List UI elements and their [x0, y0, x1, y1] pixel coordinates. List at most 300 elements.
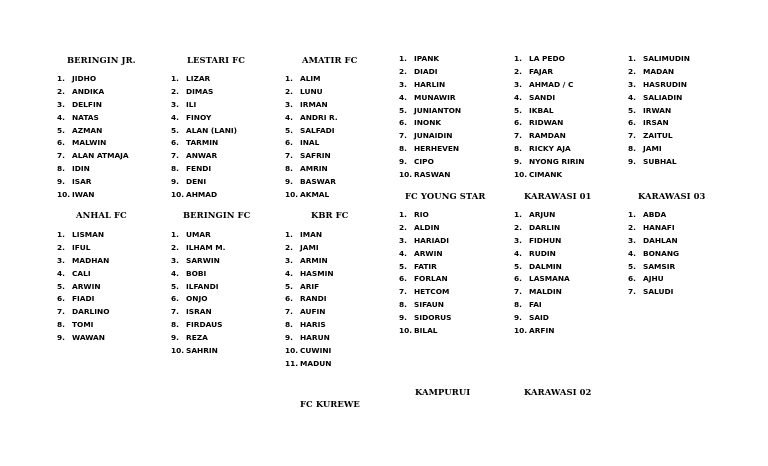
player-name: LUNU — [300, 86, 323, 96]
player-item — [399, 312, 452, 325]
player-name: FAJAR — [529, 66, 554, 76]
player-number: 4. — [399, 248, 407, 258]
player-number: 2. — [399, 222, 407, 232]
player-item — [514, 325, 570, 338]
player-name: IFUL — [72, 242, 91, 252]
player-name: SIDORUS — [414, 313, 452, 323]
player-number: 3. — [514, 235, 522, 245]
player-number: 5. — [285, 281, 293, 291]
player-name: TOMI — [72, 320, 94, 330]
player-item — [628, 286, 679, 299]
player-item — [285, 163, 338, 176]
player-list — [285, 229, 334, 371]
player-item — [399, 235, 452, 248]
player-item — [57, 332, 109, 345]
player-number: 4. — [628, 92, 636, 102]
player-item — [285, 332, 334, 345]
player-number: 5. — [399, 105, 407, 115]
player-name: FIADI — [72, 294, 95, 304]
player-name: MADAN — [643, 66, 675, 76]
player-number: 2. — [57, 242, 65, 252]
player-name: LIZAR — [186, 74, 211, 83]
player-list — [399, 209, 452, 338]
player-name: ANDRI R. — [300, 112, 338, 122]
player-name: UMAR — [186, 230, 211, 239]
player-name: DALMIN — [529, 261, 562, 271]
player-number: 7. — [514, 131, 522, 141]
player-number: 5. — [514, 105, 522, 115]
player-number: 9. — [399, 157, 407, 167]
player-name: BASWAR — [300, 177, 336, 187]
player-number: 8. — [57, 164, 65, 174]
player-name: ONJO — [186, 294, 208, 304]
player-item — [57, 281, 109, 294]
player-name: SAHRIN — [186, 346, 218, 356]
player-name: ALAN ATMAJA — [72, 151, 129, 161]
player-number: 8. — [57, 320, 65, 330]
player-item — [628, 248, 679, 261]
player-item — [171, 229, 225, 242]
player-number: 6. — [399, 274, 407, 284]
player-item — [171, 332, 225, 345]
player-number: 2. — [171, 86, 179, 96]
player-number: 4. — [57, 112, 65, 122]
player-item — [171, 189, 237, 202]
player-number: 4. — [285, 112, 293, 122]
player-number: 3. — [171, 255, 179, 265]
player-number: 4. — [57, 268, 65, 278]
player-name: SALIMUDIN — [643, 54, 690, 63]
player-number: 2. — [285, 86, 293, 96]
player-name: SALUDI — [643, 287, 674, 297]
player-number: 10. — [514, 326, 528, 336]
team-title: KARAWASI 01 — [524, 191, 592, 201]
player-item — [514, 156, 584, 169]
player-item — [399, 92, 461, 105]
player-name: RAMDAN — [529, 131, 566, 141]
team-title: LESTARI FC — [187, 55, 245, 65]
player-item — [171, 319, 225, 332]
player-name: ILFANDI — [186, 281, 219, 291]
player-number: 5. — [171, 281, 179, 291]
player-item — [399, 299, 452, 312]
player-name: IMAN — [300, 230, 323, 239]
team-title: KARAWASI 03 — [638, 191, 706, 201]
player-item — [399, 273, 452, 286]
player-number: 5. — [57, 281, 65, 291]
player-number: 7. — [514, 287, 522, 297]
player-number: 7. — [57, 307, 65, 317]
team-title: KARAWASI 02 — [524, 387, 592, 397]
player-list — [514, 209, 570, 338]
player-name: ARJUN — [529, 210, 556, 219]
player-name: DIMAS — [186, 86, 214, 96]
player-item — [57, 242, 109, 255]
player-item — [399, 209, 452, 222]
player-item — [171, 176, 237, 189]
player-item — [514, 79, 584, 92]
player-number: 6. — [628, 118, 636, 128]
team-title: AMATIR FC — [302, 55, 358, 65]
player-number: 6. — [399, 118, 407, 128]
player-number: 7. — [285, 307, 293, 317]
player-item — [171, 86, 237, 99]
player-number: 10. — [171, 190, 185, 200]
player-item — [628, 66, 690, 79]
team-title: FC KUREWE — [300, 399, 360, 409]
player-number: 3. — [628, 79, 636, 89]
player-name: MALWIN — [72, 138, 107, 148]
player-number: 4. — [399, 92, 407, 102]
player-list — [514, 53, 584, 182]
player-number: 10. — [171, 346, 185, 356]
player-item — [399, 105, 461, 118]
player-number: 5. — [171, 125, 179, 135]
player-name: SANDI — [529, 92, 556, 102]
player-item — [171, 150, 237, 163]
player-name: HARUN — [300, 333, 330, 343]
player-number: 11. — [285, 358, 299, 368]
player-name: REZA — [186, 333, 208, 343]
player-number: 7. — [628, 287, 636, 297]
player-name: SARWIN — [186, 255, 220, 265]
player-item — [285, 112, 338, 125]
player-name: HETCOM — [414, 287, 450, 297]
player-number: 6. — [57, 138, 65, 148]
player-name: RUDIN — [529, 248, 556, 258]
player-item — [285, 176, 338, 189]
player-item — [57, 112, 129, 125]
player-name: CIPO — [414, 157, 434, 167]
player-item — [628, 130, 690, 143]
player-name: SIFAUN — [414, 300, 444, 310]
player-item — [514, 130, 584, 143]
player-number: 1. — [57, 230, 65, 239]
player-item — [285, 319, 334, 332]
player-item — [514, 299, 570, 312]
player-list — [628, 209, 679, 299]
player-item — [171, 306, 225, 319]
player-name: FENDI — [186, 164, 212, 174]
player-item — [57, 137, 129, 150]
player-name: RIO — [414, 210, 429, 219]
team-title: ANHAL FC — [76, 210, 127, 220]
player-list — [399, 53, 461, 182]
player-number: 10. — [285, 346, 299, 356]
player-item — [57, 163, 129, 176]
player-number: 6. — [628, 274, 636, 284]
player-number: 1. — [285, 74, 293, 83]
player-name: FIDHUN — [529, 235, 562, 245]
player-name: SAID — [529, 313, 549, 323]
player-item — [399, 325, 452, 338]
player-name: AUFIN — [300, 307, 326, 317]
player-name: DAHLAN — [643, 235, 678, 245]
player-name: IRWAN — [643, 105, 672, 115]
player-item — [399, 53, 461, 66]
player-name: FIRDAUS — [186, 320, 223, 330]
player-name: INAL — [300, 138, 320, 148]
player-name: WAWAN — [72, 333, 105, 343]
player-item — [171, 99, 237, 112]
player-item — [171, 112, 237, 125]
player-number: 10. — [399, 326, 413, 336]
player-item — [628, 117, 690, 130]
player-item — [57, 306, 109, 319]
player-number: 4. — [628, 248, 636, 258]
player-name: AZMAN — [72, 125, 103, 135]
player-name: RIDWAN — [529, 118, 564, 128]
player-name: DIADI — [414, 66, 438, 76]
player-number: 4. — [285, 268, 293, 278]
player-name: FAI — [529, 300, 542, 310]
player-item — [628, 92, 690, 105]
player-item — [57, 189, 129, 202]
player-number: 2. — [514, 222, 522, 232]
player-name: IPANK — [414, 54, 440, 63]
player-item — [285, 125, 338, 138]
player-name: CIMANK — [529, 170, 563, 180]
player-item — [285, 293, 334, 306]
player-item — [57, 293, 109, 306]
player-number: 9. — [285, 333, 293, 343]
player-name: AHMAD / C — [529, 79, 574, 89]
player-item — [399, 117, 461, 130]
player-name: HARLIN — [414, 79, 446, 89]
player-item — [285, 189, 338, 202]
player-number: 9. — [171, 333, 179, 343]
player-item — [285, 255, 334, 268]
player-name: DELFIN — [72, 99, 102, 109]
player-item — [514, 53, 584, 66]
team-title: KBR FC — [311, 210, 349, 220]
player-name: DARLIN — [529, 222, 561, 232]
player-number: 6. — [514, 274, 522, 284]
player-number: 8. — [171, 320, 179, 330]
player-name: DARLINO — [72, 307, 110, 317]
player-number: 8. — [285, 320, 293, 330]
player-name: BILAL — [414, 326, 438, 336]
player-name: HANAFI — [643, 222, 675, 232]
player-number: 9. — [57, 333, 65, 343]
player-number: 9. — [514, 157, 522, 167]
team-title: FC YOUNG STAR — [405, 191, 486, 201]
player-name: BOBI — [186, 268, 207, 278]
player-number: 5. — [57, 125, 65, 135]
player-name: SAFRIN — [300, 151, 331, 161]
player-name: ILI — [186, 99, 197, 109]
player-name: ANDIKA — [72, 86, 105, 96]
player-name: IRSAN — [643, 118, 669, 128]
player-number: 8. — [514, 300, 522, 310]
player-name: ARWIN — [414, 248, 443, 258]
player-item — [399, 169, 461, 182]
player-name: CALI — [72, 268, 91, 278]
player-name: FORLAN — [414, 274, 448, 284]
player-number: 2. — [628, 222, 636, 232]
player-name: ANWAR — [186, 151, 218, 161]
player-number: 3. — [514, 79, 522, 89]
player-name: CUWINI — [300, 346, 332, 356]
player-number: 9. — [285, 177, 293, 187]
player-item — [171, 137, 237, 150]
player-item — [628, 53, 690, 66]
player-number: 4. — [171, 112, 179, 122]
player-name: LISMAN — [72, 230, 105, 239]
player-number: 3. — [171, 99, 179, 109]
player-item — [399, 156, 461, 169]
player-item — [628, 105, 690, 118]
player-name: RASWAN — [414, 170, 451, 180]
player-name: HARIADI — [414, 235, 449, 245]
player-number: 2. — [171, 242, 179, 252]
player-number: 3. — [57, 255, 65, 265]
player-name: INONK — [414, 118, 442, 128]
player-name: HERHEVEN — [414, 144, 460, 154]
player-number: 1. — [171, 74, 179, 83]
team-title: BERINGIN FC — [183, 210, 251, 220]
player-number: 6. — [285, 294, 293, 304]
player-item — [628, 79, 690, 92]
player-number: 5. — [628, 261, 636, 271]
player-number: 1. — [285, 230, 293, 239]
player-item — [285, 99, 338, 112]
player-item — [171, 125, 237, 138]
player-number: 3. — [285, 255, 293, 265]
player-item — [514, 169, 584, 182]
player-item — [171, 242, 225, 255]
player-item — [285, 306, 334, 319]
player-name: ALIM — [300, 74, 321, 83]
player-item — [514, 105, 584, 118]
player-name: AHMAD — [186, 190, 218, 200]
player-item — [171, 255, 225, 268]
player-number: 4. — [514, 92, 522, 102]
player-item — [171, 293, 225, 306]
player-item — [628, 156, 690, 169]
player-item — [57, 319, 109, 332]
player-number: 3. — [285, 99, 293, 109]
player-number: 4. — [171, 268, 179, 278]
player-number: 2. — [628, 66, 636, 76]
player-number: 9. — [171, 177, 179, 187]
player-number: 6. — [57, 294, 65, 304]
player-name: HASRUDIN — [643, 79, 687, 89]
player-name: DENI — [186, 177, 207, 187]
player-name: ALDIN — [414, 222, 440, 232]
player-number: 1. — [399, 210, 407, 219]
player-number: 8. — [514, 144, 522, 154]
player-item — [285, 358, 334, 371]
player-name: LA PEDO — [529, 54, 565, 63]
player-item — [171, 281, 225, 294]
player-item — [628, 261, 679, 274]
player-number: 7. — [285, 151, 293, 161]
player-item — [399, 286, 452, 299]
player-item — [171, 345, 225, 358]
player-item — [514, 312, 570, 325]
player-name: ILHAM M. — [186, 242, 226, 252]
player-number: 6. — [171, 294, 179, 304]
player-item — [285, 73, 338, 86]
player-number: 9. — [399, 313, 407, 323]
player-number: 7. — [399, 131, 407, 141]
player-item — [57, 268, 109, 281]
player-name: ISRAN — [186, 307, 212, 317]
player-name: AMRIN — [300, 164, 328, 174]
player-item — [399, 79, 461, 92]
player-number: 10. — [57, 190, 71, 200]
player-name: IKBAL — [529, 105, 554, 115]
player-name: AJHU — [643, 274, 664, 284]
player-item — [514, 222, 570, 235]
player-list — [57, 73, 129, 202]
player-number: 1. — [171, 230, 179, 239]
player-number: 10. — [399, 170, 413, 180]
player-number: 6. — [514, 118, 522, 128]
player-number: 1. — [628, 54, 636, 63]
player-number: 5. — [399, 261, 407, 271]
player-name: MUNAWIR — [414, 92, 456, 102]
player-name: RICKY AJA — [529, 144, 571, 154]
player-list — [285, 73, 338, 202]
player-name: JUNAIDIN — [414, 131, 453, 141]
player-item — [628, 143, 690, 156]
player-item — [57, 255, 109, 268]
player-name: SALIADIN — [643, 92, 683, 102]
player-list — [171, 73, 237, 202]
player-name: HARIS — [300, 320, 326, 330]
player-number: 8. — [285, 164, 293, 174]
player-number: 7. — [171, 307, 179, 317]
player-item — [514, 286, 570, 299]
player-number: 5. — [514, 261, 522, 271]
player-item — [514, 248, 570, 261]
player-name: ZAITUL — [643, 131, 673, 141]
player-name: IDIN — [72, 164, 90, 174]
player-name: JAMI — [300, 242, 319, 252]
player-name: MADHAN — [72, 255, 110, 265]
player-number: 9. — [57, 177, 65, 187]
player-name: SALFADI — [300, 125, 335, 135]
player-number: 8. — [628, 144, 636, 154]
player-number: 1. — [514, 54, 522, 63]
player-item — [628, 273, 679, 286]
player-item — [514, 261, 570, 274]
player-name: HASMIN — [300, 268, 334, 278]
player-item — [285, 150, 338, 163]
player-item — [399, 143, 461, 156]
player-item — [57, 176, 129, 189]
player-number: 1. — [57, 74, 65, 83]
player-number: 7. — [399, 287, 407, 297]
player-item — [171, 163, 237, 176]
player-name: AKMAL — [300, 190, 330, 200]
player-name: IWAN — [72, 190, 95, 200]
player-item — [514, 92, 584, 105]
player-item — [285, 345, 334, 358]
player-name: MADUN — [300, 358, 332, 368]
player-item — [514, 66, 584, 79]
player-name: ABDA — [643, 210, 667, 219]
player-list — [57, 229, 109, 345]
player-list — [171, 229, 225, 358]
player-name: MALDIN — [529, 287, 562, 297]
player-number: 2. — [285, 242, 293, 252]
team-title: BERINGIN JR. — [67, 55, 136, 65]
player-number: 6. — [171, 138, 179, 148]
player-number: 1. — [628, 210, 636, 219]
